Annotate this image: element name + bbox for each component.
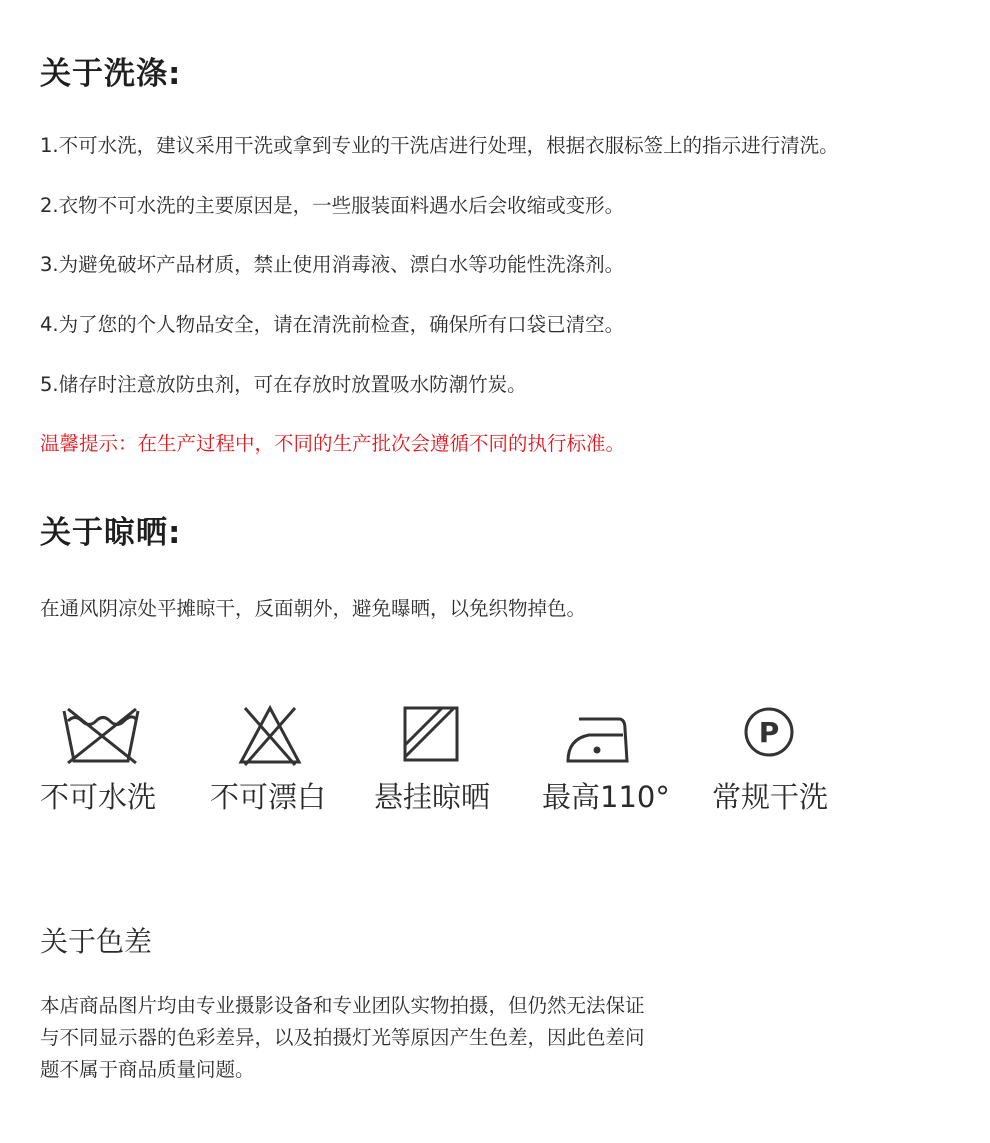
care-label-no-wash: 不可水洗	[40, 780, 157, 814]
drying-heading: 关于晾晒:	[40, 515, 182, 551]
dry-clean-p-icon	[742, 705, 798, 761]
iron-icon	[565, 705, 631, 765]
care-label-iron: 最高110°	[542, 780, 670, 814]
line-dry-icon	[402, 705, 462, 765]
washing-item-3: 3.为避免破坏产品材质，禁止使用消毒液、漂白水等功能性洗涤剂。	[40, 253, 625, 276]
color-diff-heading: 关于色差	[40, 925, 153, 958]
washing-heading: 关于洗涤:	[40, 56, 182, 92]
color-diff-line-3: 题不属于商品质量问题。	[40, 1058, 255, 1081]
washing-item-1: 1.不可水洗，建议采用干洗或拿到专业的干洗店进行处理，根据衣服标签上的指示进行清洗。	[40, 134, 839, 157]
care-label-no-bleach: 不可漂白	[210, 780, 327, 814]
color-diff-line-2: 与不同显示器的色彩差异，以及拍摄灯光等原因产生色差，因此色差问	[40, 1026, 645, 1049]
care-label-dry-clean: 常规干洗	[712, 780, 829, 814]
do-not-bleach-icon	[237, 705, 303, 767]
washing-item-2: 2.衣物不可水洗的主要原因是，一些服装面料遇水后会收缩或变形。	[40, 194, 625, 217]
warm-tip: 温馨提示：在生产过程中，不同的生产批次会遵循不同的执行标准。	[40, 432, 626, 455]
drying-text: 在通风阴凉处平摊晾干，反面朝外，避免曝晒，以免织物掉色。	[40, 597, 587, 620]
color-diff-line-1: 本店商品图片均由专业摄影设备和专业团队实物拍摄，但仍然无法保证	[40, 994, 645, 1017]
svg-text:P: P	[758, 716, 780, 749]
washing-item-4: 4.为了您的个人物品安全，请在清洗前检查，确保所有口袋已清空。	[40, 313, 625, 336]
do-not-wash-icon	[62, 705, 142, 767]
washing-item-5: 5.储存时注意放防虫剂，可在存放时放置吸水防潮竹炭。	[40, 373, 527, 396]
care-label-hang-dry: 悬挂晾晒	[374, 780, 491, 814]
care-icons-row	[40, 705, 860, 825]
